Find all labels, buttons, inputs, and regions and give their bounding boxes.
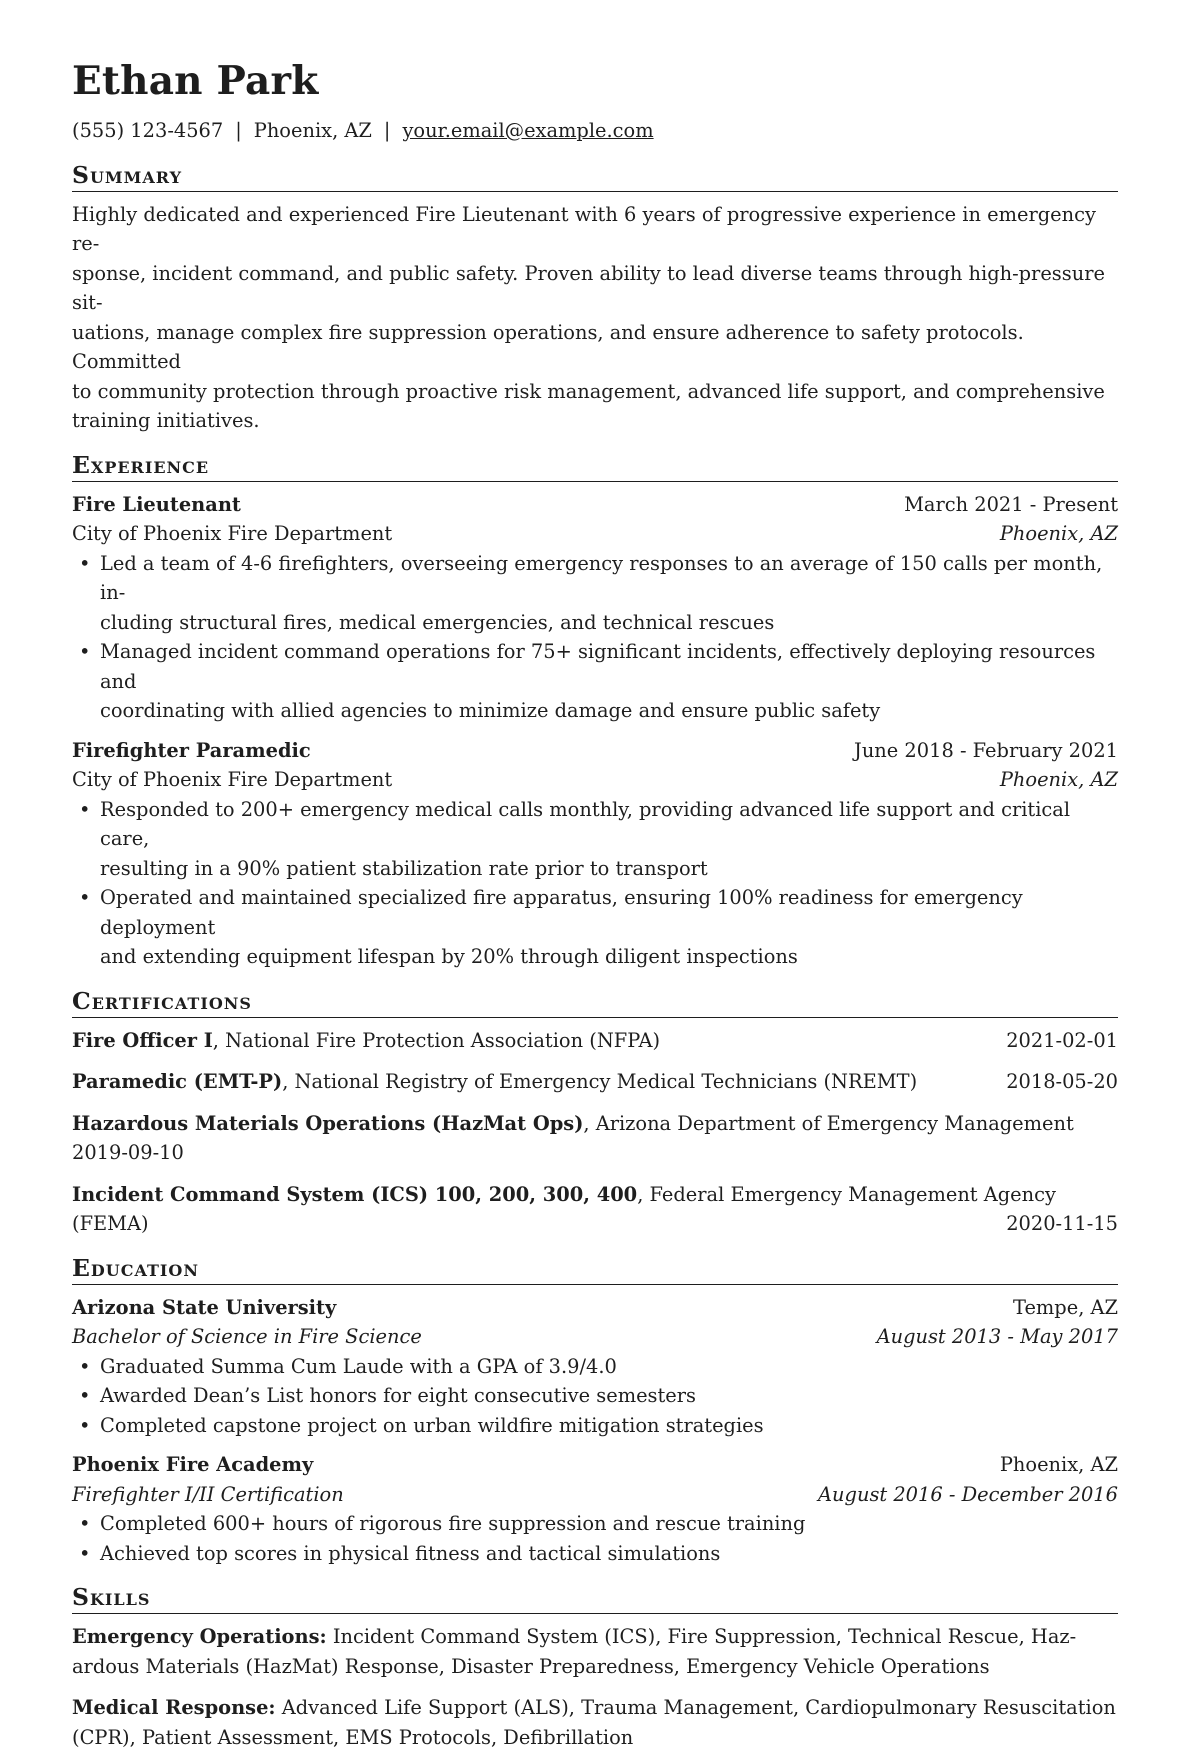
section-title-certifications: Certifications xyxy=(72,986,1118,1018)
phone-number: (555) 123-4567 xyxy=(72,119,224,142)
section-title-experience: Experience xyxy=(72,450,1118,482)
bullet-line: Led a team of 4-6 firefighters, overseeing emergency responses to an average of 150 calls per month, in- xyxy=(100,551,1103,604)
job-title: Fire Lieutenant xyxy=(72,492,241,516)
skill-line: (CPR), Patient Assessment, EMS Protocols, Defibrillation xyxy=(72,1725,634,1749)
summary-text xyxy=(72,200,1118,436)
cert-date: 2018-05-20 xyxy=(1006,1070,1118,1093)
school-name: Arizona State University xyxy=(72,1295,337,1319)
skill-line: Advanced Life Support (ALS), Trauma Management, Cardiopulmonary Resuscitation xyxy=(275,1696,1116,1719)
job-location: Phoenix, AZ xyxy=(999,522,1118,545)
skill-label: Emergency Operations: xyxy=(72,1625,327,1648)
bullet-line: Responded to 200+ emergency medical calls monthly, providing advanced life support and critical care, xyxy=(100,797,1071,850)
school-name: Phoenix Fire Academy xyxy=(72,1453,314,1476)
contact-separator: | xyxy=(383,119,391,142)
email-link[interactable]: your.email@example.com xyxy=(402,119,654,142)
education-dates: August 2013 - May 2017 xyxy=(876,1325,1118,1348)
cert-name: Hazardous Materials Operations (HazMat Ops) xyxy=(72,1111,584,1135)
education-entry xyxy=(72,1293,1118,1441)
school-location: Tempe, AZ xyxy=(1013,1295,1118,1319)
list-item: • Achieved top scores in physical fitness and tactical simulations xyxy=(72,1539,1118,1569)
certification-item xyxy=(72,1109,1118,1168)
cert-name: Fire Officer I xyxy=(72,1028,213,1052)
education-dates: August 2016 - December 2016 xyxy=(818,1482,1118,1506)
list-item: • Completed 600+ hours of rigorous fire suppression and rescue training xyxy=(72,1509,1118,1539)
contact-separator: | xyxy=(235,119,242,142)
education-entry xyxy=(72,1450,1118,1568)
job-dates: March 2021 - Present xyxy=(904,492,1118,516)
degree: Bachelor of Science in Fire Science xyxy=(72,1325,422,1348)
experience-entry xyxy=(72,736,1118,972)
cert-name: Paramedic (EMT-P) xyxy=(72,1070,283,1093)
job-location: Phoenix, AZ xyxy=(999,768,1118,791)
skill-group xyxy=(72,1622,1118,1681)
list-item: • Awarded Dean’s List honors for eight consecutive semesters xyxy=(72,1381,1118,1411)
cert-date: 2020-11-15 xyxy=(1006,1212,1118,1235)
summary-line: sponse, incident command, and public safety. Proven ability to lead diverse teams through high-pressure sit- xyxy=(72,261,1105,314)
job-organization: City of Phoenix Fire Department xyxy=(72,522,393,545)
education-bullets xyxy=(72,1509,1118,1568)
skill-line: ardous Materials (HazMat) Response, Disaster Preparedness, Emergency Vehicle Operations xyxy=(72,1654,990,1678)
skill-group xyxy=(72,1693,1118,1752)
job-title: Firefighter Paramedic xyxy=(72,738,311,762)
bullet-line: resulting in a 90% patient stabilization rate prior to transport xyxy=(100,856,708,880)
list-item: • Graduated Summa Cum Laude with a GPA of 3.9/4.0 xyxy=(72,1352,1118,1382)
cert-issuer: , Federal Emergency Management Agency xyxy=(637,1182,1056,1206)
section-title-education: Education xyxy=(72,1253,1118,1285)
skill-label: Medical Response: xyxy=(72,1696,276,1719)
bullet-line: cluding structural fires, medical emergencies, and technical rescues xyxy=(100,610,775,634)
job-bullets xyxy=(72,795,1118,972)
certification-item xyxy=(72,1067,1118,1097)
job-organization: City of Phoenix Fire Department xyxy=(72,768,393,791)
job-dates: June 2018 - February 2021 xyxy=(854,738,1118,762)
section-title-summary: Summary xyxy=(72,160,1118,192)
cert-issuer-continued: (FEMA) xyxy=(72,1212,149,1235)
cert-date: 2021-02-01 xyxy=(1006,1028,1118,1052)
cert-name: Incident Command System (ICS) 100, 200, 300, 400 xyxy=(72,1182,638,1206)
contact-line xyxy=(72,116,1118,146)
cert-issuer: , National Registry of Emergency Medical Technicians (NREMT) xyxy=(282,1070,918,1093)
experience-entry xyxy=(72,490,1118,726)
summary-line: uations, manage complex fire suppression operations, and ensure adherence to safety protocols. Committed xyxy=(72,320,1024,373)
bullet-line: coordinating with allied agencies to minimize damage and ensure public safety xyxy=(100,699,881,722)
candidate-name: Ethan Park xyxy=(72,58,319,104)
summary-line: training initiatives. xyxy=(72,409,260,432)
location: Phoenix, AZ xyxy=(253,119,372,142)
list-item xyxy=(72,549,1118,638)
bullet-line: Managed incident command operations for 75+ significant incidents, effectively deploying resources and xyxy=(100,640,1096,693)
certification-item xyxy=(72,1026,1118,1056)
list-item xyxy=(72,883,1118,972)
list-item xyxy=(72,637,1118,726)
bullet-line: Operated and maintained specialized fire apparatus, ensuring 100% readiness for emergency deployment xyxy=(100,886,1023,939)
section-title-skills: Skills xyxy=(72,1582,1118,1614)
list-item xyxy=(72,795,1118,884)
cert-date: 2019-09-10 xyxy=(72,1141,184,1164)
skill-line: Incident Command System (ICS), Fire Suppression, Technical Rescue, Haz- xyxy=(326,1625,1077,1648)
school-location: Phoenix, AZ xyxy=(999,1453,1118,1476)
cert-issuer: , National Fire Protection Association (NFPA) xyxy=(212,1028,661,1052)
education-bullets xyxy=(72,1352,1118,1441)
cert-issuer: , Arizona Department of Emergency Management xyxy=(583,1111,1074,1135)
job-bullets xyxy=(72,549,1118,726)
certification-item xyxy=(72,1180,1118,1239)
summary-line: to community protection through proactive risk management, advanced life support, and comprehensive xyxy=(72,379,1105,403)
bullet-line: and extending equipment lifespan by 20% through diligent inspections xyxy=(100,945,798,968)
degree: Firefighter I/II Certification xyxy=(72,1482,344,1506)
summary-line: Highly dedicated and experienced Fire Lieutenant with 6 years of progressive experience in emergency re- xyxy=(72,202,1096,255)
list-item: • Completed capstone project on urban wildfire mitigation strategies xyxy=(72,1411,1118,1441)
